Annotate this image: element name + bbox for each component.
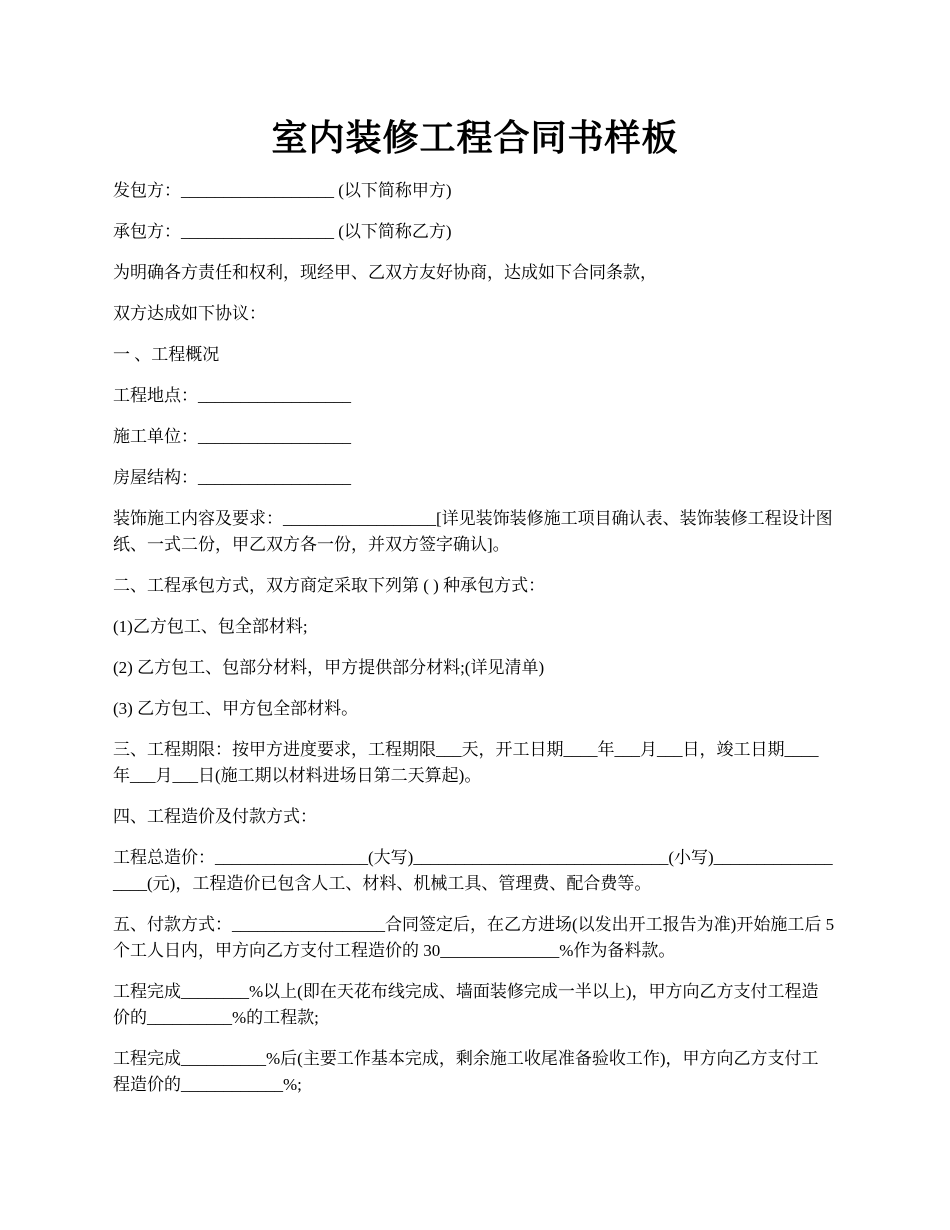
contract-option-2: (2) 乙方包工、包部分材料，甲方提供部分材料;(详见清单)	[113, 658, 545, 677]
contract-option-3: (3) 乙方包工、甲方包全部材料。	[113, 699, 359, 718]
preamble-paragraph: 为明确各方责任和权利，现经甲、乙双方友好协商，达成如下合同条款，	[113, 263, 657, 282]
payment-stage-2: 工程完成________%以上(即在天花布线完成、墙面装修完成一半以上)，甲方向乙方支付工程造价的__________%的工程款;	[113, 982, 819, 1027]
section-4-heading: 四、工程造价及付款方式：	[113, 807, 317, 826]
party-a-line: 发包方：__________________ (以下简称甲方)	[113, 181, 452, 200]
section-5-payment: 五、付款方式：__________________合同签定后，在乙方进场(以发出开工报告为准)开始施工后 5 个工人日内，甲方向乙方支付工程造价的 30______________%作为备料款。	[113, 915, 835, 960]
project-location-line: 工程地点：__________________	[113, 386, 351, 405]
party-b-line: 承包方：__________________ (以下简称乙方)	[113, 222, 452, 241]
section-1-heading: 一 、工程概况	[113, 345, 220, 364]
document-body	[113, 178, 835, 1113]
construction-unit-line: 施工单位：__________________	[113, 427, 351, 446]
payment-stage-3: 工程完成__________%后(主要工作基本完成，剩余施工收尾准备验收工作)，甲方向乙方支付工程造价的____________%;	[113, 1049, 819, 1094]
contract-option-1: (1)乙方包工、包全部材料;	[113, 617, 308, 636]
section-3-schedule: 三、工程期限：按甲方进度要求，工程期限___天，开工日期____年___月___日，竣工日期____年___月___日(施工期以材料进场日第二天算起)。	[113, 740, 819, 785]
document-title: 室内装修工程合同书样板	[271, 118, 679, 158]
total-cost-paragraph: 工程总造价：__________________(大写)______________________________(小写)__________________(元)，工程造价已包含人工、材料、机械工具、管理费、配合费等。	[113, 848, 833, 893]
house-structure-line: 房屋结构：__________________	[113, 468, 351, 487]
section-2-heading: 二、工程承包方式，双方商定采取下列第 ( ) 种承包方式：	[113, 576, 546, 595]
work-content-paragraph: 装饰施工内容及要求：__________________[详见装饰装修施工项目确认表、装饰装修工程设计图纸、一式二份，甲乙双方各一份，并双方签字确认]。	[113, 509, 833, 554]
agreement-intro: 双方达成如下协议：	[113, 304, 266, 323]
